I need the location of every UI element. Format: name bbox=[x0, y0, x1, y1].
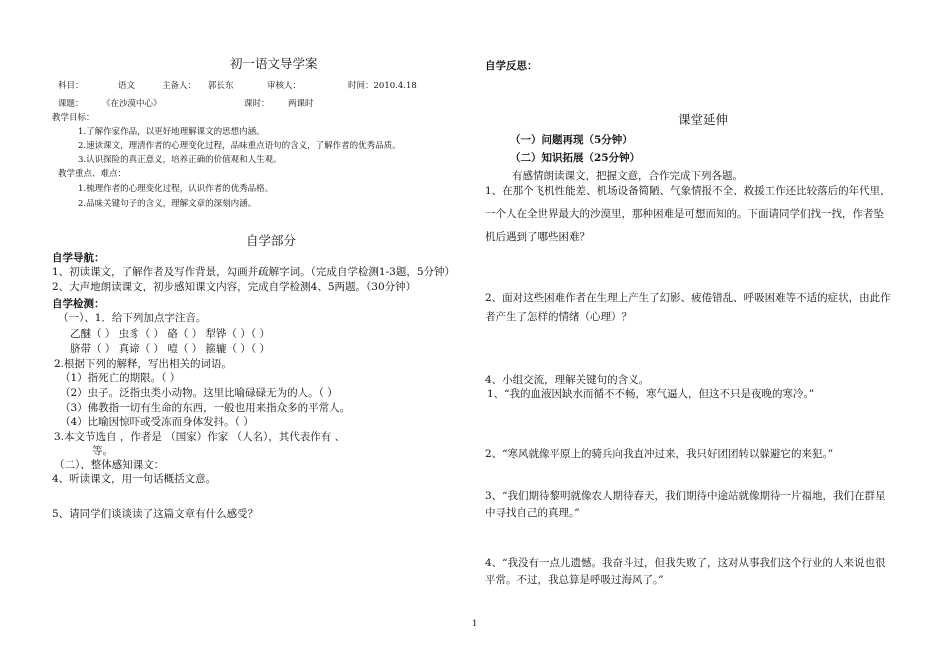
q1-line: 机后遇到了哪些困难？ bbox=[485, 231, 590, 243]
meta-date: 时间：2010.4.18 bbox=[348, 81, 417, 91]
q4-label: 4、小组交流，理解关键句的含义。 bbox=[485, 374, 650, 386]
q4-item: 3、“我们期待黎明就像农人期待春天，我们期待中途站就像期待一片福地，我们在群星 bbox=[485, 490, 886, 502]
sub-heading-2: （二）知识拓展（25分钟） bbox=[510, 152, 641, 164]
q1-line: 一个人在全世界最大的沙漠里，那种困难是可想而知的。下面请同学们找一找，作者坠 bbox=[485, 208, 884, 220]
q4-item: 平常。不过，我总算是呼吸过海风了。” bbox=[485, 574, 664, 586]
check-line: （4）比喻因惊吓或受冻而身体发抖。（ ） bbox=[60, 416, 254, 428]
sub-heading-1: （一）问题再现（5分钟） bbox=[510, 134, 633, 146]
intro-text: 有感情朗读课文，把握文意，合作完成下列各题。 bbox=[512, 170, 743, 182]
section-title: 自学部分 bbox=[246, 233, 297, 248]
q4-item: 2、“寒风就像平原上的骑兵向我直冲过来，我只好团团转以躲避它的来犯。” bbox=[485, 448, 834, 460]
q2-line: 者产生了怎样的情绪（心理）？ bbox=[485, 311, 632, 323]
check-line: （3）佛教指一切有生命的东西，一般也用来指众多的平常人。 bbox=[60, 402, 351, 414]
nav-label: 自学导航： bbox=[52, 252, 105, 264]
goal-item: 1.了解作家作品，以更好地理解课文的思想内涵。 bbox=[78, 127, 265, 137]
q4-item: 中寻找自己的真理。” bbox=[485, 507, 580, 519]
ext-title: 课堂延伸 bbox=[678, 112, 729, 127]
q1-line: 1、在那个飞机性能差、机场设备简陋、气象情报不全、救援工作还比较落后的年代里， bbox=[485, 185, 891, 197]
keypoint-item: 2.品味关键句子的含义，理解文章的深刻内涵。 bbox=[78, 199, 257, 209]
page-title: 初一语文导学案 bbox=[230, 56, 318, 71]
meta-topic-value: 《在沙漠中心》 bbox=[102, 99, 162, 109]
meta-period-label: 课时： bbox=[244, 99, 270, 109]
meta-period-value: 两课时 bbox=[288, 99, 314, 109]
meta-topic-label: 课题： bbox=[58, 99, 84, 109]
nav-item: 2、大声地朗读课文，初步感知课文内容，完成自学检测4、5两题。（30分钟） bbox=[52, 281, 417, 293]
check-line: 5、请同学们谈谈读了这篇文章有什么感受？ bbox=[52, 508, 259, 520]
meta-subject-value: 语文 bbox=[118, 81, 136, 91]
reflection-label: 自学反思： bbox=[485, 60, 538, 72]
goal-item: 2.速读课文，理清作者的心理变化过程，品味重点语句的含义，了解作者的优秀品质。 bbox=[78, 141, 401, 151]
check-line: 4、听读课文，用一句话概括文意。 bbox=[52, 473, 217, 485]
meta-subject-label: 科目： bbox=[58, 81, 84, 91]
nav-item: 1、初读课文，了解作者及写作背景，勾画并疏解字词。（完成自学检测1-3题，5分钟） bbox=[52, 266, 456, 278]
q4-item: 4、“我没有一点儿遗憾。我奋斗过，但我失败了，这对从事我们这个行业的人来说也很 bbox=[485, 557, 886, 569]
check-line: 等。 bbox=[92, 445, 113, 457]
meta-reviewer-label: 审核人： bbox=[267, 81, 302, 91]
meta-author-value: 郭长东 bbox=[208, 81, 234, 91]
check-line: （1）指死亡的期限。（ ） bbox=[60, 372, 181, 384]
keypoints-label: 教学重点、难点： bbox=[58, 169, 127, 179]
keypoint-item: 1.梳理作者的心理变化过程，认识作者的优秀品格。 bbox=[78, 184, 274, 194]
q2-line: 2、面对这些困难作者在生理上产生了幻影、疲倦错乱、呼吸困难等不适的症状，由此作 bbox=[485, 292, 891, 304]
check-line: 2.根据下列的解释，写出相关的词语。 bbox=[54, 358, 233, 370]
check-label: 自学检测： bbox=[52, 298, 105, 310]
goal-item: 3.认识探险的真正意义，培养正确的价值观和人生观。 bbox=[78, 155, 282, 165]
check-line: 乙醚（ ） 虫豸（ ） 硌（ ） 犁铧（ ）（ ） bbox=[70, 328, 270, 340]
q4-item: 1、“我的血液因缺水而循不不畅，寒气逼人，但这不只是夜晚的寒冷。” bbox=[487, 388, 815, 400]
check-line: 3.本文节选自 ，作者是 （国家）作家 （人名），其代表作有 、 bbox=[54, 431, 346, 443]
meta-author-label: 主备人： bbox=[162, 81, 197, 91]
goals-label: 教学目标： bbox=[52, 113, 95, 123]
check-line: （二）、整体感知课文： bbox=[54, 459, 165, 471]
page-number: 1 bbox=[472, 619, 478, 629]
check-line: 脐带（ ） 真谛（ ） 噎（ ） 箍辘（ ）（ ） bbox=[70, 343, 270, 355]
check-line: （一）、1．给下列加点字注音。 bbox=[58, 312, 207, 324]
check-line: （2）虫子。泛指虫类小动物。这里比喻碌碌无为的人。（ ） bbox=[60, 387, 338, 399]
